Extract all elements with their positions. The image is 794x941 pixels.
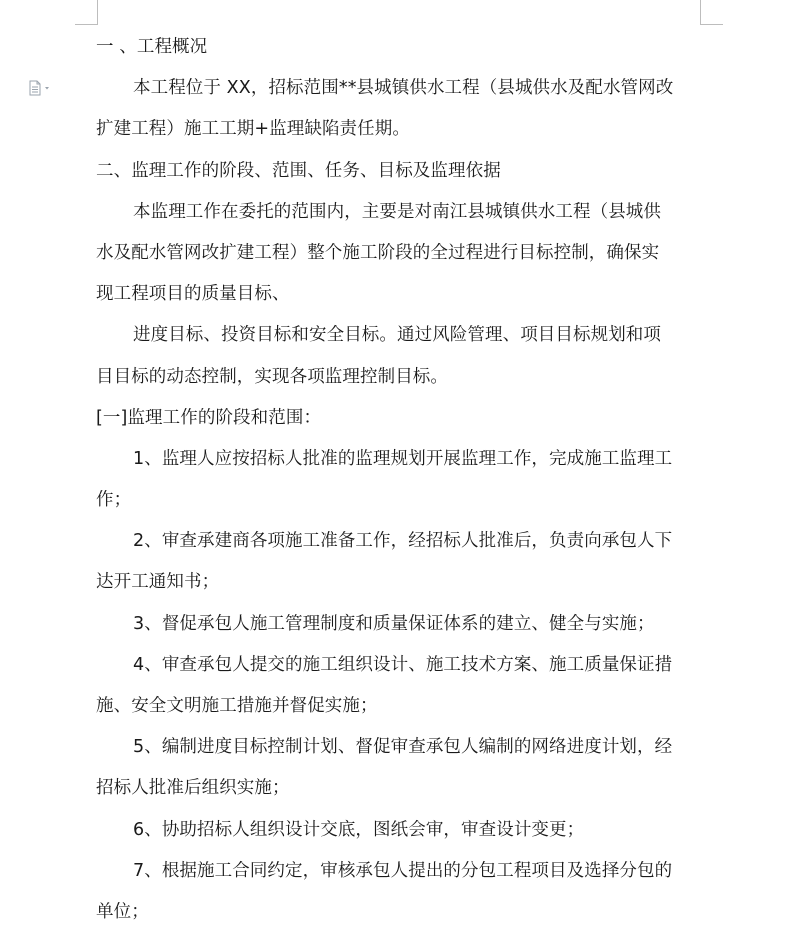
list-item-line: 2、审查承建商各项施工准备工作，经招标人批准后，负责向承包人下 xyxy=(133,531,673,552)
list-item-line: 3、督促承包人施工管理制度和质量保证体系的建立、健全与实施； xyxy=(133,613,655,634)
section-heading-2: 二、监理工作的阶段、范围、任务、目标及监理依据 xyxy=(96,160,501,181)
list-item-line: 6、协助招标人组织设计交底，图纸会审，审查设计变更； xyxy=(133,819,585,840)
document-icon xyxy=(28,80,54,96)
list-item-line: 5、编制进度目标控制计划、督促审查承包人编制的网络进度计划，经 xyxy=(133,737,673,758)
subsection-heading: [一]监理工作的阶段和范围： xyxy=(96,407,322,428)
list-item-line: 7、根据施工合同约定，审核承包人提出的分包工程项目及选择分包的 xyxy=(133,860,673,881)
list-item-line: 施、安全文明施工措施并督促实施； xyxy=(96,696,378,716)
list-item-line: 4、审查承包人提交的施工组织设计、施工技术方案、施工质量保证措 xyxy=(133,654,673,675)
list-item-line: 达开工通知书； xyxy=(96,572,220,593)
page-corner-mark-right xyxy=(700,0,723,25)
paragraph-line: 扩建工程）施工工期+监理缺陷责任期。 xyxy=(96,119,410,140)
paragraph-line: 本工程位于 XX，招标范围**县城镇供水工程（县城供水及配水管网改 xyxy=(133,78,674,99)
section-heading-1: 一 、工程概况 xyxy=(96,37,208,57)
paragraph-line: 进度目标、投资目标和安全目标。通过风险管理、项目目标规划和项 xyxy=(133,325,661,346)
paragraph-line: 现工程项目的质量目标、 xyxy=(96,284,290,305)
paragraph-line: 水及配水管网改扩建工程）整个施工阶段的全过程进行目标控制，确保实 xyxy=(96,242,660,263)
paragraph-line: 目目标的动态控制，实现各项监理控制目标。 xyxy=(96,366,448,387)
list-item-line: 单位； xyxy=(96,901,149,922)
page-corner-mark-left xyxy=(75,0,98,25)
list-item-line: 1、监理人应按招标人批准的监理规划开展监理工作，完成施工监理工 xyxy=(133,448,673,469)
list-item-line: 作； xyxy=(96,490,132,511)
list-item-line: 招标人批准后组织实施； xyxy=(96,778,290,799)
document-body xyxy=(96,27,702,933)
paragraph-menu-button[interactable] xyxy=(28,80,54,96)
paragraph-line: 本监理工作在委托的范围内，主要是对南江县城镇供水工程（县城供 xyxy=(133,201,661,222)
